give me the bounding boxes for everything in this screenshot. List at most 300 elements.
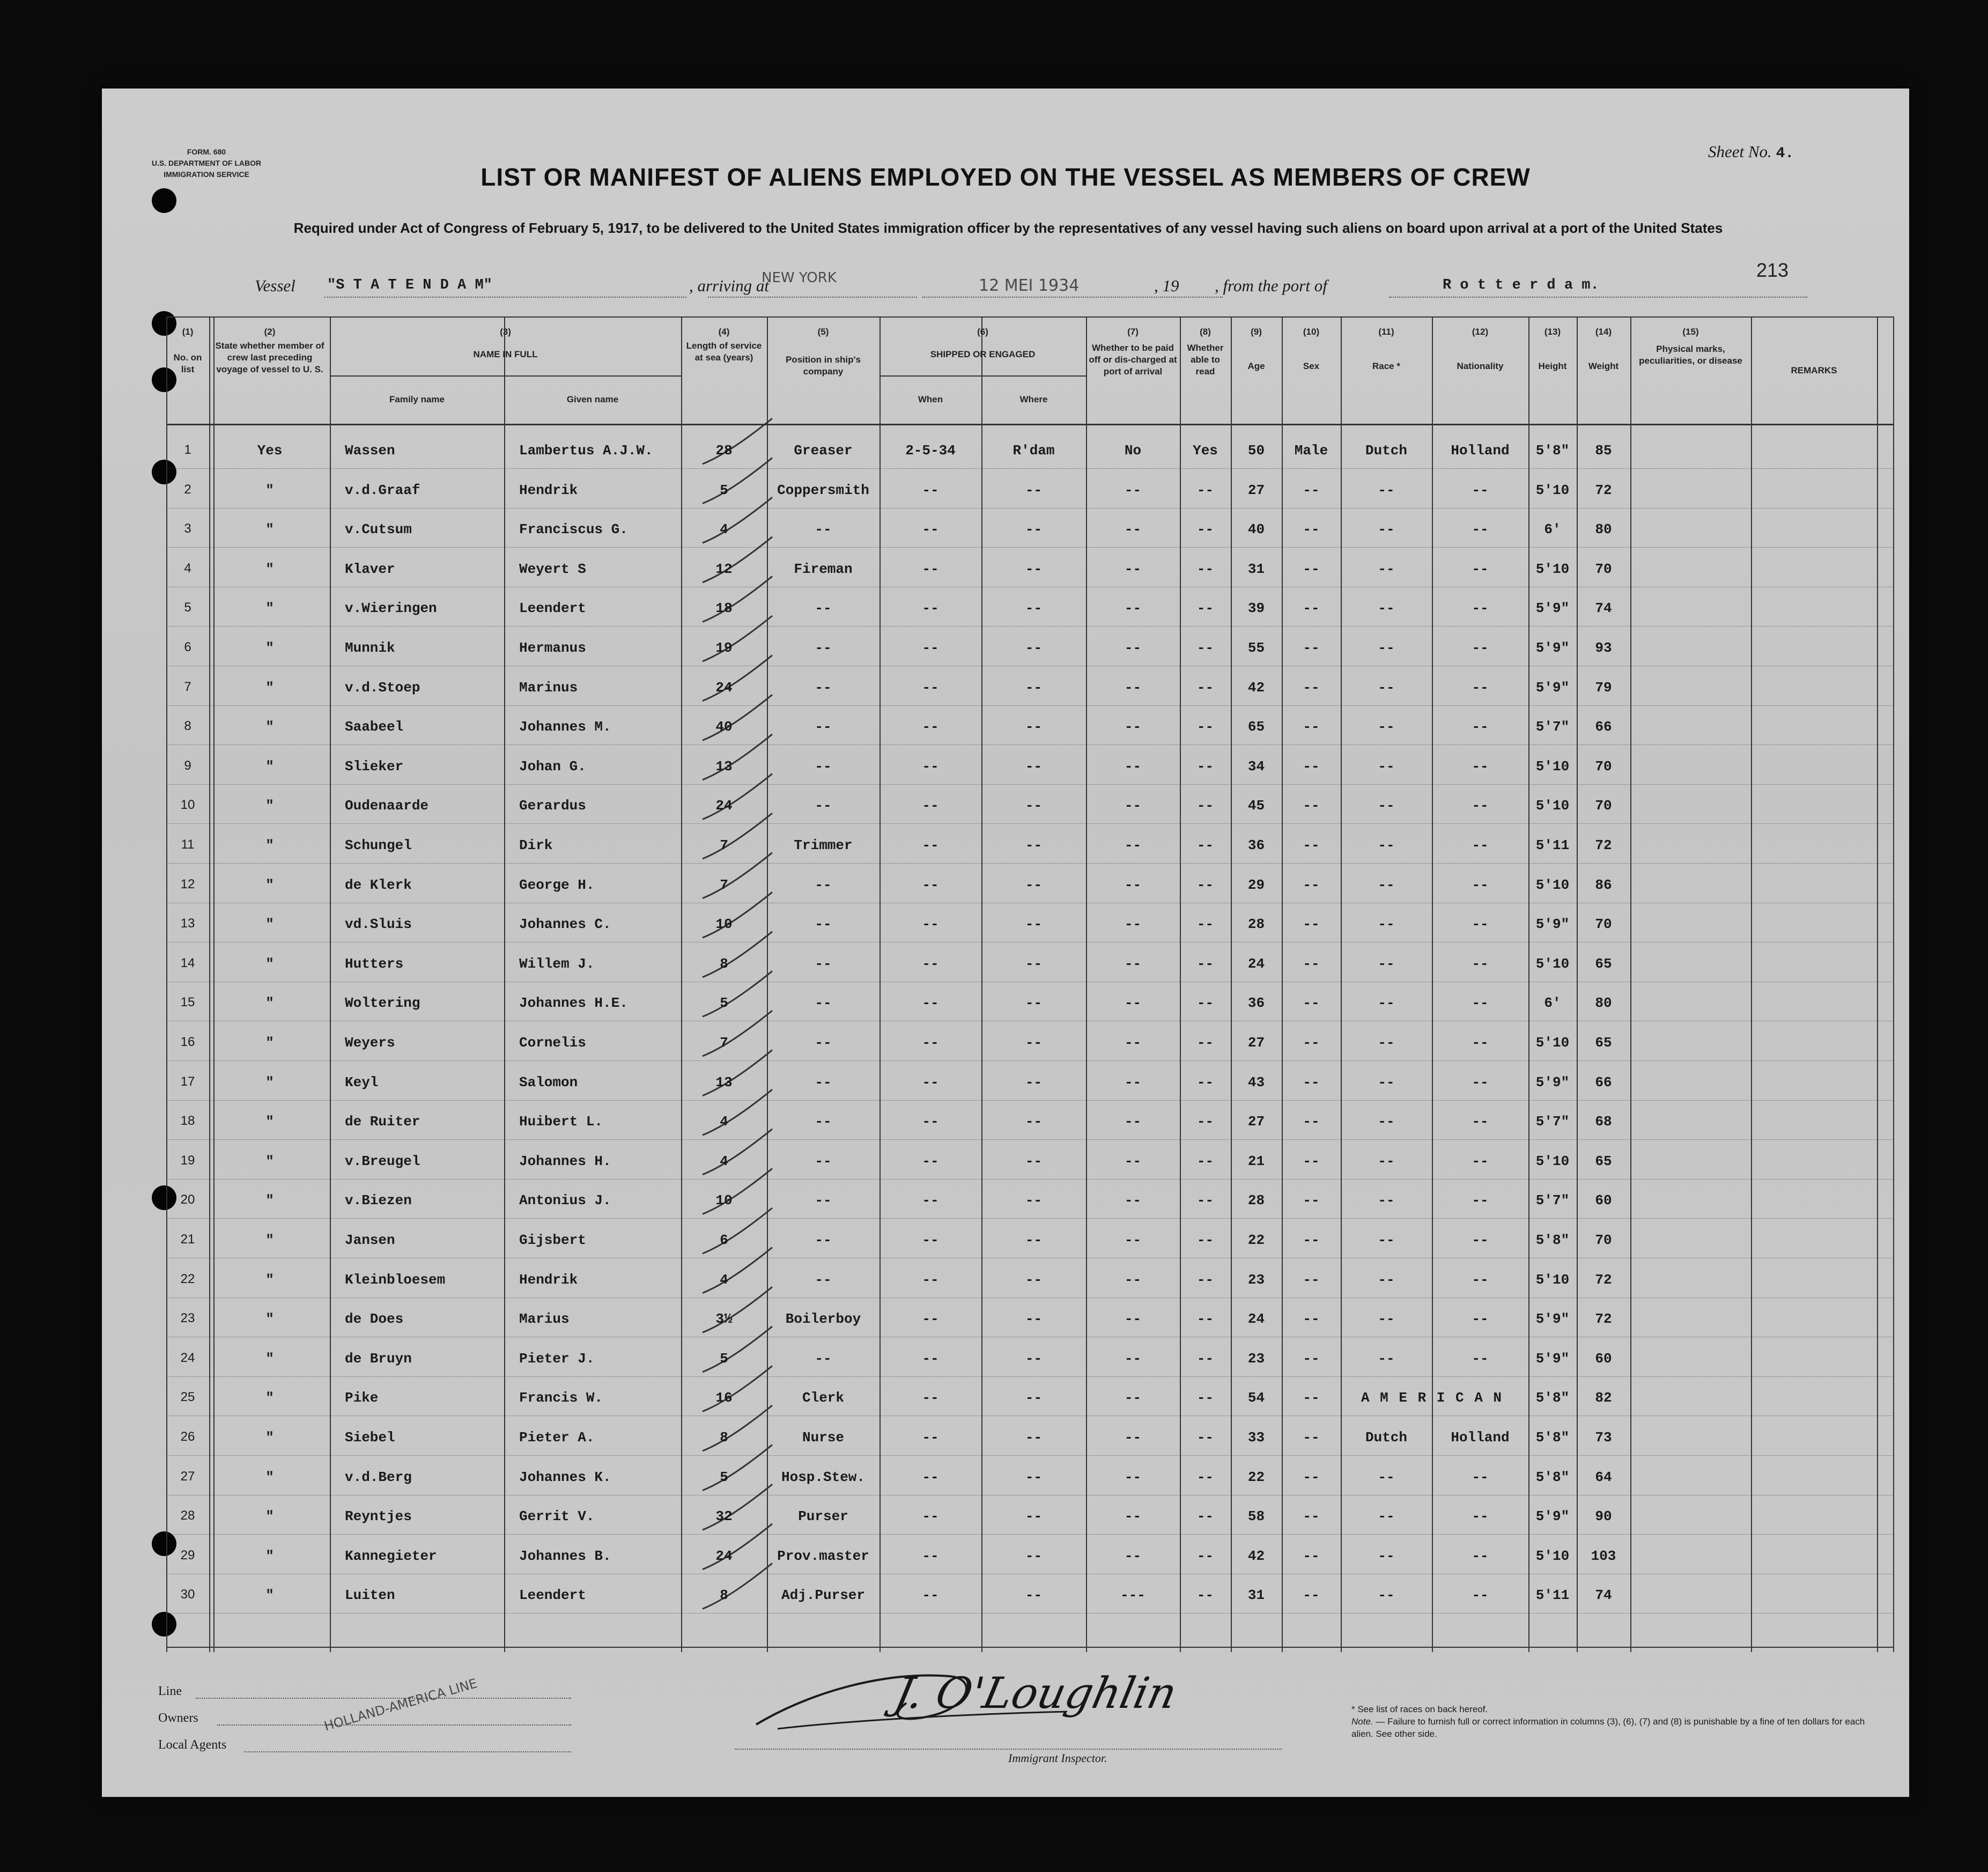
cell-where: -- xyxy=(1025,561,1043,577)
cell-nationality: -- xyxy=(1472,1035,1489,1051)
cell-read: -- xyxy=(1196,1587,1214,1604)
cell-family: v.Biezen xyxy=(345,1192,412,1209)
cell-no: 25 xyxy=(180,1390,195,1405)
cell-age: 31 xyxy=(1247,1587,1265,1604)
col-name-label: NAME IN FULL xyxy=(473,349,538,359)
cell-when: -- xyxy=(922,1232,939,1248)
col-position-label: Position in ship's company xyxy=(785,355,861,377)
cell-family: Kannegieter xyxy=(345,1547,437,1564)
cell-age: 42 xyxy=(1247,1547,1265,1564)
cell-nationality: -- xyxy=(1472,482,1489,498)
cell-family: Luiten xyxy=(345,1587,395,1604)
cell-length: 7 xyxy=(720,876,728,893)
cell-length: 5 xyxy=(720,1350,728,1367)
form-dept: U.S. DEPARTMENT OF LABOR xyxy=(151,159,262,167)
cell-length: 3½ xyxy=(715,1311,733,1328)
cell-paid: -- xyxy=(1124,1271,1142,1288)
cell-when: -- xyxy=(922,719,939,735)
cell-given: Francis W. xyxy=(519,1390,603,1406)
cell-age: 43 xyxy=(1247,1074,1265,1090)
cell-length: 8 xyxy=(720,1429,728,1446)
cell-length: 10 xyxy=(715,916,733,933)
cell-race: -- xyxy=(1378,758,1395,775)
cell-position: -- xyxy=(815,876,832,893)
cell-weight: 80 xyxy=(1595,521,1612,538)
col-length-label: Length of service at sea (years) xyxy=(686,341,762,363)
cell-where: -- xyxy=(1025,1074,1043,1090)
cell-paid: -- xyxy=(1124,482,1142,498)
col-race-label: Race * xyxy=(1372,361,1400,371)
cell-family: v.Cutsum xyxy=(345,521,412,538)
cell-age: 36 xyxy=(1247,837,1265,853)
cell-state: " xyxy=(265,876,274,893)
cell-race: -- xyxy=(1378,600,1395,617)
cell-read: -- xyxy=(1196,1429,1214,1446)
year-prefix: , 19 xyxy=(1154,276,1179,295)
cell-position: Hosp.Stew. xyxy=(781,1469,866,1485)
cell-when: -- xyxy=(922,1271,939,1288)
cell-sex: -- xyxy=(1303,1232,1320,1248)
cell-paid: -- xyxy=(1124,521,1142,538)
cell-paid: -- xyxy=(1124,837,1142,853)
cell-no: 6 xyxy=(184,640,191,654)
cell-nationality: -- xyxy=(1472,1587,1489,1604)
cell-where: -- xyxy=(1025,837,1043,853)
cell-where: -- xyxy=(1025,482,1043,498)
cell-position: -- xyxy=(815,640,832,656)
form-number: FORM. 680 xyxy=(187,148,226,156)
cell-position: Clerk xyxy=(802,1390,844,1406)
cell-age: 39 xyxy=(1247,600,1265,617)
cell-weight: 72 xyxy=(1595,837,1612,853)
cell-nationality: -- xyxy=(1472,955,1489,972)
cell-weight: 65 xyxy=(1595,1153,1612,1169)
cell-given: Johannes B. xyxy=(519,1547,611,1564)
cell-state: " xyxy=(265,837,274,853)
cell-nationality: -- xyxy=(1472,798,1489,814)
note-text: — Failure to furnish full or correct information in columns (3), (6), (7) and (8) is punishable by a fine of ten dollars for each alien. See other side. xyxy=(1351,1716,1865,1739)
col-sex-label: Sex xyxy=(1303,361,1320,371)
cell-height: 5'10 xyxy=(1535,798,1570,814)
cell-sex: -- xyxy=(1303,916,1320,933)
cell-read: -- xyxy=(1196,837,1214,853)
cell-state: " xyxy=(265,1074,274,1090)
cell-height: 6' xyxy=(1544,521,1561,538)
col1-number: (1) xyxy=(182,327,194,337)
col14-number: (14) xyxy=(1595,327,1612,337)
cell-race: -- xyxy=(1378,1074,1395,1090)
cell-age: 33 xyxy=(1247,1429,1265,1446)
cell-where: -- xyxy=(1025,995,1043,1012)
cell-nationality: -- xyxy=(1472,600,1489,617)
cell-where: -- xyxy=(1025,758,1043,775)
sheet-number xyxy=(1708,142,1794,162)
cell-length: 4 xyxy=(720,1114,728,1130)
cell-given: Johannes M. xyxy=(519,719,611,735)
cell-when: -- xyxy=(922,1469,939,1485)
cell-position: -- xyxy=(815,1074,832,1090)
cell-position: -- xyxy=(815,679,832,696)
cell-height: 5'9" xyxy=(1535,1508,1570,1525)
cell-position: Purser xyxy=(798,1508,848,1525)
cell-sex: Male xyxy=(1294,443,1328,459)
cell-read: -- xyxy=(1196,521,1214,538)
cell-race: Dutch xyxy=(1365,1429,1407,1446)
cell-height: 5'9" xyxy=(1535,679,1570,696)
cell-where: -- xyxy=(1025,1192,1043,1209)
cell-read: -- xyxy=(1196,1114,1214,1130)
cell-family: Reyntjes xyxy=(345,1508,412,1525)
cell-given: George H. xyxy=(519,876,595,893)
agent-stamp: HOLLAND-AMERICA LINE xyxy=(322,1676,479,1734)
owners-dotline xyxy=(217,1724,571,1726)
cell-position: -- xyxy=(815,1350,832,1367)
cell-position: -- xyxy=(815,758,832,775)
cell-sex: -- xyxy=(1303,995,1320,1012)
cell-paid: -- xyxy=(1124,1192,1142,1209)
cell-no: 27 xyxy=(180,1469,195,1484)
cell-state: " xyxy=(265,1429,274,1446)
cell-weight: 66 xyxy=(1595,1074,1612,1090)
cell-family: Weyers xyxy=(345,1035,395,1051)
date-dotline xyxy=(922,297,1223,298)
cell-weight: 65 xyxy=(1595,1035,1612,1051)
cell-race: -- xyxy=(1378,798,1395,814)
form-service: IMMIGRATION SERVICE xyxy=(164,170,249,179)
cell-paid: -- xyxy=(1124,600,1142,617)
cell-race: -- xyxy=(1378,1311,1395,1328)
cell-race: -- xyxy=(1378,1192,1395,1209)
cell-family: Jansen xyxy=(345,1232,395,1248)
cell-state: Yes xyxy=(257,443,283,459)
cell-when: -- xyxy=(922,798,939,814)
cell-height: 5'8" xyxy=(1535,1390,1570,1406)
cell-paid: -- xyxy=(1124,798,1142,814)
col-given-label: Given name xyxy=(566,394,619,404)
line-label: Line xyxy=(158,1684,182,1698)
cell-length: 40 xyxy=(715,719,733,735)
cell-race: -- xyxy=(1378,640,1395,656)
cell-age: 54 xyxy=(1247,1390,1265,1406)
cell-length: 18 xyxy=(715,600,733,617)
cell-state: " xyxy=(265,561,274,577)
cell-where: -- xyxy=(1025,1469,1043,1485)
cell-nationality: -- xyxy=(1472,1232,1489,1248)
col-remarks-label: REMARKS xyxy=(1791,365,1837,375)
cell-where: -- xyxy=(1025,1153,1043,1169)
cell-paid: -- xyxy=(1124,1035,1142,1051)
cell-position: Coppersmith xyxy=(777,482,869,498)
cell-family: Woltering xyxy=(345,995,420,1012)
cell-paid: -- xyxy=(1124,995,1142,1012)
cell-read: -- xyxy=(1196,482,1214,498)
cell-family: v.d.Stoep xyxy=(345,679,420,696)
cell-no: 1 xyxy=(184,443,191,457)
col2-number: (2) xyxy=(264,327,276,337)
cell-paid: -- xyxy=(1124,1469,1142,1485)
cell-state: " xyxy=(265,482,274,498)
cell-paid: -- xyxy=(1124,1508,1142,1525)
cell-weight: 70 xyxy=(1595,758,1612,775)
cell-where: -- xyxy=(1025,600,1043,617)
cell-read: -- xyxy=(1196,1232,1214,1248)
cell-when: -- xyxy=(922,837,939,853)
cell-nationality: -- xyxy=(1472,758,1489,775)
cell-position: Fireman xyxy=(794,561,853,577)
cell-weight: 60 xyxy=(1595,1192,1612,1209)
cell-no: 30 xyxy=(180,1587,195,1602)
cell-height: 5'10 xyxy=(1535,1271,1570,1288)
cell-sex: -- xyxy=(1303,521,1320,538)
cell-race: -- xyxy=(1378,1153,1395,1169)
cell-paid: -- xyxy=(1124,1429,1142,1446)
from-label: , from the port of xyxy=(1215,276,1327,295)
cell-given: Gerrit V. xyxy=(519,1508,595,1525)
cell-given: Leendert xyxy=(519,600,586,617)
cell-nationality: -- xyxy=(1472,1547,1489,1564)
date-stamp: 12 MEI 1934 xyxy=(979,276,1080,295)
cell-given: Antonius J. xyxy=(519,1192,611,1209)
cell-state: " xyxy=(265,1390,274,1406)
cell-read: -- xyxy=(1196,1508,1214,1525)
cell-where: -- xyxy=(1025,876,1043,893)
cell-position: -- xyxy=(815,521,832,538)
cell-height: 5'8" xyxy=(1535,1232,1570,1248)
cell-state: " xyxy=(265,1114,274,1130)
col-no-label: No. on list xyxy=(173,352,202,374)
cell-given: Gerardus xyxy=(519,798,586,814)
cell-sex: -- xyxy=(1303,1311,1320,1328)
cell-height: 5'7" xyxy=(1535,1114,1570,1130)
cell-nationality: -- xyxy=(1472,1271,1489,1288)
cell-paid: -- xyxy=(1124,916,1142,933)
cell-where: -- xyxy=(1025,1271,1043,1288)
cell-state: " xyxy=(265,1192,274,1209)
cell-race: -- xyxy=(1378,521,1395,538)
cell-age: 27 xyxy=(1247,1035,1265,1051)
cell-when: -- xyxy=(922,955,939,972)
cell-no: 2 xyxy=(184,482,191,497)
note-label: Note. xyxy=(1351,1716,1373,1727)
col-shipped-label: SHIPPED OR ENGAGED xyxy=(930,349,1036,359)
cell-age: 27 xyxy=(1247,1114,1265,1130)
cell-state: " xyxy=(265,1469,274,1485)
col-read-label: Whether able to read xyxy=(1187,343,1224,377)
cell-nationality: -- xyxy=(1472,995,1489,1012)
cell-nationality: -- xyxy=(1472,679,1489,696)
cell-given: Pieter J. xyxy=(519,1350,595,1367)
cell-paid: -- xyxy=(1124,679,1142,696)
from-dotline xyxy=(1389,297,1807,298)
cell-where: -- xyxy=(1025,1429,1043,1446)
cell-sex: -- xyxy=(1303,600,1320,617)
cell-position: -- xyxy=(815,1232,832,1248)
cell-sex: -- xyxy=(1303,876,1320,893)
cell-given: Salomon xyxy=(519,1074,578,1090)
cell-sex: -- xyxy=(1303,1153,1320,1169)
cell-nationality: -- xyxy=(1472,521,1489,538)
cell-position: Boilerboy xyxy=(785,1311,861,1328)
inspector-label: Immigrant Inspector. xyxy=(1008,1751,1107,1765)
cell-height: 5'10 xyxy=(1535,1035,1570,1051)
cell-position: Trimmer xyxy=(794,837,853,853)
cell-given: Johannes K. xyxy=(519,1469,611,1485)
cell-race: -- xyxy=(1378,561,1395,577)
page-subtitle: Required under Act of Congress of February 5, 1917, to be delivered to the United States immigration officer by the representatives of any vessel having such aliens on board upon arrival at a port of the United States xyxy=(293,220,1723,236)
cell-paid: -- xyxy=(1124,1074,1142,1090)
cell-state: " xyxy=(265,916,274,933)
cell-age: 45 xyxy=(1247,798,1265,814)
cell-when: -- xyxy=(922,1192,939,1209)
cell-height: 5'10 xyxy=(1535,955,1570,972)
cell-state: " xyxy=(265,1232,274,1248)
col-where-label: Where xyxy=(1019,394,1048,404)
cell-nationality: -- xyxy=(1472,1311,1489,1328)
cell-sex: -- xyxy=(1303,1508,1320,1525)
cell-state: " xyxy=(265,1350,274,1367)
cell-race: A M E R I C A N xyxy=(1361,1390,1503,1406)
cell-length: 4 xyxy=(720,1153,728,1169)
cell-weight: 68 xyxy=(1595,1114,1612,1130)
cell-nationality: -- xyxy=(1472,1074,1489,1090)
cell-age: 34 xyxy=(1247,758,1265,775)
cell-position: -- xyxy=(815,955,832,972)
cell-weight: 64 xyxy=(1595,1469,1612,1485)
cell-age: 50 xyxy=(1247,443,1265,459)
cell-paid: --- xyxy=(1120,1587,1145,1604)
footnote-penalty xyxy=(1351,1715,1888,1740)
cell-length: 24 xyxy=(715,1547,733,1564)
cell-weight: 72 xyxy=(1595,482,1612,498)
cell-no: 19 xyxy=(180,1153,195,1168)
cell-race: -- xyxy=(1378,1469,1395,1485)
cell-paid: -- xyxy=(1124,1114,1142,1130)
cell-read: -- xyxy=(1196,758,1214,775)
cell-age: 31 xyxy=(1247,561,1265,577)
cell-when: -- xyxy=(922,1035,939,1051)
col11-number: (11) xyxy=(1378,327,1394,337)
cell-length: 5 xyxy=(720,1469,728,1485)
cell-nationality: Holland xyxy=(1451,1429,1510,1446)
cell-paid: -- xyxy=(1124,719,1142,735)
cell-no: 11 xyxy=(181,837,195,852)
cell-family: v.d.Graaf xyxy=(345,482,420,498)
cell-position: -- xyxy=(815,798,832,814)
cell-age: 36 xyxy=(1247,995,1265,1012)
cell-length: 16 xyxy=(715,1390,733,1406)
cell-race: -- xyxy=(1378,482,1395,498)
owners-label: Owners xyxy=(158,1711,198,1725)
cell-when: -- xyxy=(922,640,939,656)
cell-state: " xyxy=(265,679,274,696)
col10-number: (10) xyxy=(1303,327,1320,337)
cell-weight: 70 xyxy=(1595,561,1612,577)
cell-length: 10 xyxy=(715,1192,733,1209)
cell-family: Schungel xyxy=(345,837,412,853)
sheet-label: Sheet No. xyxy=(1708,142,1772,161)
cell-age: 23 xyxy=(1247,1271,1265,1288)
cell-position: -- xyxy=(815,916,832,933)
cell-family: de Bruyn xyxy=(345,1350,412,1367)
col9-number: (9) xyxy=(1251,327,1262,337)
signature-dotline xyxy=(735,1749,1282,1750)
cell-family: Keyl xyxy=(345,1074,379,1090)
sheet-value: 4. xyxy=(1776,145,1794,162)
arriving-port-stamp: NEW YORK xyxy=(762,270,837,286)
cell-sex: -- xyxy=(1303,640,1320,656)
arriving-label: , arriving at xyxy=(689,276,769,295)
cell-read: -- xyxy=(1196,719,1214,735)
cell-read: -- xyxy=(1196,1390,1214,1406)
cell-no: 3 xyxy=(184,521,191,536)
cell-race: -- xyxy=(1378,1547,1395,1564)
cell-no: 23 xyxy=(180,1311,195,1326)
cell-sex: -- xyxy=(1303,1587,1320,1604)
cell-paid: -- xyxy=(1124,1350,1142,1367)
cell-where: -- xyxy=(1025,679,1043,696)
inspector-signature: J. O'Loughlin xyxy=(890,1668,1181,1718)
cell-weight: 73 xyxy=(1595,1429,1612,1446)
cell-where: -- xyxy=(1025,798,1043,814)
cell-height: 5'7" xyxy=(1535,1192,1570,1209)
cell-height: 5'10 xyxy=(1535,876,1570,893)
cell-read: -- xyxy=(1196,1547,1214,1564)
col-weight-label: Weight xyxy=(1588,361,1619,371)
cell-sex: -- xyxy=(1303,798,1320,814)
agents-dotline xyxy=(244,1751,571,1752)
cell-sex: -- xyxy=(1303,1192,1320,1209)
col5-number: (5) xyxy=(817,327,829,337)
cell-race: -- xyxy=(1378,1508,1395,1525)
cell-where: -- xyxy=(1025,640,1043,656)
cell-given: Gijsbert xyxy=(519,1232,586,1248)
cell-race: -- xyxy=(1378,837,1395,853)
cell-family: Wassen xyxy=(345,443,395,459)
cell-when: -- xyxy=(922,1508,939,1525)
cell-no: 26 xyxy=(180,1429,195,1444)
cell-position: -- xyxy=(815,1153,832,1169)
cell-length: 12 xyxy=(715,561,733,577)
cell-family: Hutters xyxy=(345,955,404,972)
cell-where: -- xyxy=(1025,1035,1043,1051)
cell-state: " xyxy=(265,1508,274,1525)
cell-race: -- xyxy=(1378,679,1395,696)
vessel-label: Vessel xyxy=(255,276,295,295)
cell-position: -- xyxy=(815,719,832,735)
cell-sex: -- xyxy=(1303,1390,1320,1406)
cell-paid: -- xyxy=(1124,1153,1142,1169)
cell-state: " xyxy=(265,1035,274,1051)
cell-family: v.d.Berg xyxy=(345,1469,412,1485)
cell-age: 29 xyxy=(1247,876,1265,893)
cell-age: 55 xyxy=(1247,640,1265,656)
cell-family: de Klerk xyxy=(345,876,412,893)
cell-nationality: -- xyxy=(1472,1114,1489,1130)
cell-given: Marius xyxy=(519,1311,570,1328)
cell-paid: -- xyxy=(1124,1311,1142,1328)
cell-race: -- xyxy=(1378,1350,1395,1367)
cell-given: Huibert L. xyxy=(519,1114,603,1130)
cell-given: Leendert xyxy=(519,1587,586,1604)
cell-age: 28 xyxy=(1247,1192,1265,1209)
cell-height: 5'10 xyxy=(1535,758,1570,775)
cell-where: -- xyxy=(1025,521,1043,538)
cell-length: 7 xyxy=(720,1035,728,1051)
footnote-races: * See list of races on back hereof. xyxy=(1351,1704,1488,1714)
cell-height: 5'8" xyxy=(1535,1429,1570,1446)
cell-no: 18 xyxy=(180,1114,195,1129)
cell-weight: 93 xyxy=(1595,640,1612,656)
